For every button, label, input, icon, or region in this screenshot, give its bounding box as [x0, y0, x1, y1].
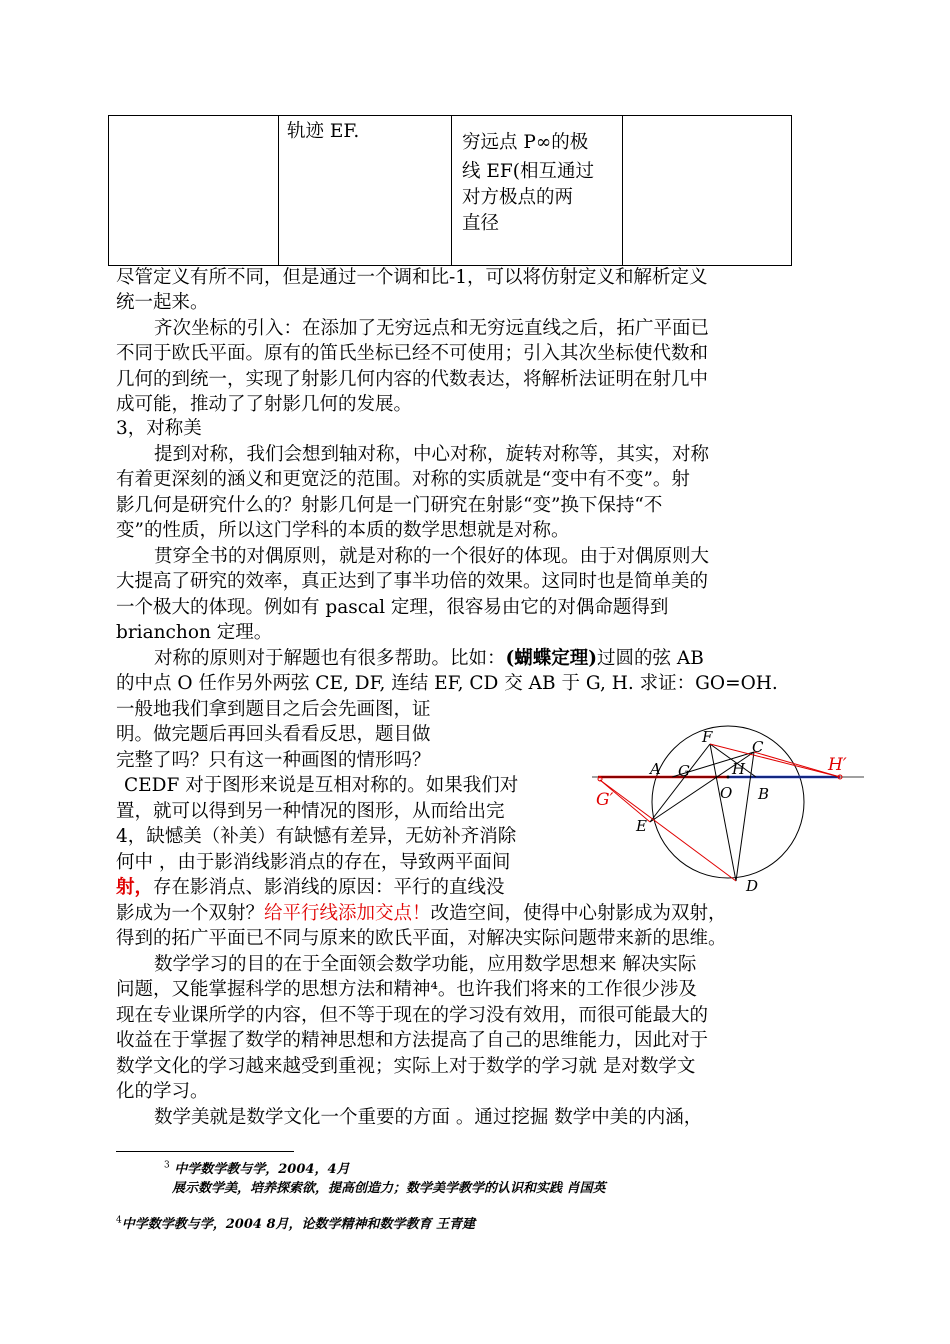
text-span: 影成为一个双射？: [116, 903, 265, 924]
table-cell-2: [279, 116, 452, 266]
label-hprime: H′: [828, 755, 847, 775]
footnote-3-mark: 3: [164, 1160, 170, 1171]
text-line: 大提高了研究的效率，真正达到了事半功倍的效果。这同时也是简单美的: [116, 571, 709, 592]
footnote-4-mark: 4: [116, 1215, 122, 1226]
text-line: 变”的性质，所以这门学科的本质的数学思想就是对称。: [116, 520, 570, 541]
text-line: [154, 646, 704, 671]
figure-butterfly: [592, 724, 864, 902]
text-line: 不同于欧氏平面。原有的笛氏坐标已经不可使用；引入其次坐标使代数和: [116, 343, 709, 364]
footnote-separator: [116, 1151, 294, 1152]
text-line: brianchon 定理。: [116, 622, 273, 643]
text-line: 一般地我们拿到题目之后会先画图，证: [116, 699, 431, 720]
label-g: G: [678, 762, 690, 780]
text-line: 置，就可以得到另一种情况的图形，从而给出完: [116, 801, 505, 822]
label-d: D: [746, 877, 759, 895]
text-line: 成可能，推动了了射影几何的发展。: [116, 394, 413, 415]
butterfly-diagram: [592, 724, 864, 902]
red-text: 给平行线添加交点！: [264, 903, 431, 924]
table-cell-3-line3: 对方极点的两: [462, 187, 574, 208]
text-span: 存在影消点、影消线的原因：平行的直线没: [153, 877, 505, 898]
label-a: A: [650, 760, 661, 778]
text-line: 提到对称，我们会想到轴对称，中心对称，旋转对称等，其实，对称: [154, 444, 710, 465]
text-line: 完整了吗？只有这一种画图的情形吗？: [116, 750, 431, 771]
text-line: 得到的拓广平面已不同与原来的欧氏平面，对解决实际问题带来新的思维。: [116, 928, 727, 949]
text-line: 明。做完题后再回头看看反思，题目做: [116, 724, 431, 745]
red-text: 射，: [116, 877, 154, 898]
text-line: 数学学习的目的在于全面领会数学功能，应用数学思想来 解决实际: [154, 954, 697, 975]
text-line: 数学美就是数学文化一个重要的方面 。通过挖掘 数学中美的内涵，: [154, 1107, 703, 1128]
text-line: 几何的到统一，实现了射影几何内容的代数表达，将解析法证明在射几中: [116, 369, 709, 390]
footnote-4-text: 中学数学教与学，2004 8月，论数学精神和数学教育 王青建: [121, 1217, 476, 1232]
text-line: [116, 901, 727, 926]
footnote-3-text: 中学数学教与学，2004，4月: [174, 1162, 350, 1177]
text-line: [116, 875, 505, 900]
chord-ef: [650, 744, 710, 822]
text-line: 有着更深刻的涵义和更宽泛的范围。对称的实质就是“变中有不变”。射: [116, 469, 690, 490]
table-fragment: [108, 115, 792, 266]
text-line: 问题，又能掌握科学的思想方法和精神⁴。也许我们将来的工作很少涉及: [116, 979, 697, 1000]
table-cell-3-line2: 线 EF(相互通过: [462, 161, 594, 182]
point-o: [727, 776, 730, 779]
table-cell-3: [452, 116, 623, 266]
line-red-extension: [600, 780, 736, 881]
text-line: 数学文化的学习越来越受到重视；实际上对于数学的学习就 是对数学文: [116, 1056, 696, 1077]
line-red-extension: [710, 744, 840, 777]
section-heading: 3，对称美: [116, 418, 202, 439]
text-line: 影几何是研究什么的？射影几何是一门研究在射影“变”换下保持“不: [116, 495, 663, 516]
label-e: E: [636, 817, 647, 835]
label-o: O: [720, 784, 733, 802]
text-span: 过圆的弦 AB: [597, 648, 704, 669]
footnote-3-line2: 展示数学美，培养探索欲，提高创造力；数学美学教学的认识和实践 肖国英: [172, 1181, 606, 1196]
table-cell-3-line4: 直径: [462, 213, 500, 234]
table-cell-1: [109, 116, 279, 266]
text-line: 统一起来。: [116, 292, 209, 313]
text-line: 4，缺憾美（补美）有缺憾有差异，无妨补齐消除: [116, 826, 517, 847]
table-cell-4: [623, 116, 792, 266]
label-h: H: [732, 760, 746, 778]
text-line: 齐次坐标的引入：在添加了无穷远点和无穷远直线之后，拓广平面已: [154, 318, 710, 339]
text-line: 化的学习。: [116, 1081, 209, 1102]
text-line: 收益在于掌握了数学的精神思想和方法提高了自己的思维能力，因此对于: [116, 1030, 709, 1051]
label-gprime: G′: [596, 790, 614, 810]
text-span: 改造空间，使得中心射影成为双射，: [430, 903, 727, 924]
text-line: 贯穿全书的对偶原则，就是对称的一个很好的体现。由于对偶原则大: [154, 546, 710, 567]
label-c: C: [752, 738, 764, 756]
table-cell-3-line1: 穷远点 P∞的极: [462, 132, 589, 153]
label-b: B: [758, 785, 770, 803]
footnote-4: [116, 1213, 475, 1232]
footnote-3: [164, 1158, 350, 1177]
text-line: 何中 ，由于影消线影消点的存在，导致两平面间: [116, 852, 511, 873]
text-span: 对称的原则对于解题也有很多帮助。比如：: [154, 648, 506, 669]
text-line: 尽管定义有所不同，但是通过一个调和比-1，可以将仿射定义和解析定义: [116, 267, 708, 288]
text-line: 的中点 O 任作另外两弦 CE, DF, 连结 EF, CD 交 AB 于 G, H. 求证：GO=OH.: [116, 673, 778, 694]
butterfly-theorem-label: (蝴蝶定理): [505, 648, 598, 669]
label-f: F: [702, 728, 713, 746]
text-line: CEDF 对于图形来说是互相对称的。如果我们对: [124, 775, 519, 796]
text-line: 现在专业课所学的内容，但不等于现在的学习没有效用，而很可能最大的: [116, 1005, 709, 1026]
table-cell-2-text: 轨迹 EF.: [287, 121, 360, 142]
text-line: 一个极大的体现。例如有 pascal 定理，很容易由它的对偶命题得到: [116, 597, 669, 618]
